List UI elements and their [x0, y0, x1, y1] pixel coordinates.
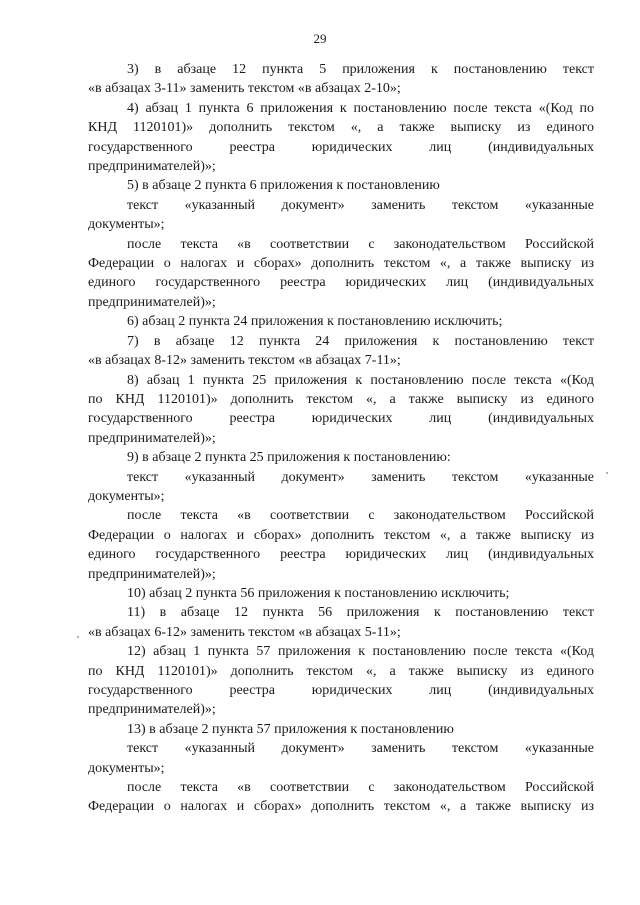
- text-line: после текста «в соответствии с законодательством Российской: [127, 780, 594, 796]
- scan-speck: [77, 636, 79, 638]
- document-body: [88, 60, 594, 817]
- paragraph: [88, 603, 594, 642]
- text-line: 7) в абзаце 12 пункта 24 приложения к постановлению текст: [127, 333, 594, 349]
- text-line: предпринимателей)»;: [88, 702, 216, 718]
- paragraph: [88, 448, 594, 467]
- text-line: Федерации о налогах и сборах» дополнить текстом «, а также выписку из: [88, 256, 594, 272]
- paragraph: [88, 778, 594, 817]
- paragraph: [88, 99, 594, 177]
- paragraph: [88, 235, 594, 313]
- text-line: по КНД 1120101)» дополнить текстом «, а также выписку из единого: [88, 391, 594, 407]
- text-line: 12) абзац 1 пункта 57 приложения к постановлению после текста «(Код: [127, 644, 594, 660]
- paragraph: [88, 720, 594, 739]
- text-line: по КНД 1120101)» дополнить текстом «, а также выписку из единого: [88, 663, 594, 679]
- text-line: Федерации о налогах и сборах» дополнить текстом «, а также выписку из: [88, 799, 594, 815]
- paragraph: [88, 642, 594, 720]
- text-line: Федерации о налогах и сборах» дополнить текстом «, а также выписку из: [88, 527, 594, 543]
- paragraph: [88, 468, 594, 507]
- paragraph: [88, 584, 594, 603]
- text-line: «в абзацах 3-11» заменить текстом «в абзацах 2-10»;: [88, 81, 401, 97]
- text-line: «в абзацах 6-12» заменить текстом «в абзацах 5-11»;: [88, 624, 401, 640]
- text-line: предпринимателей)»;: [88, 159, 216, 175]
- text-line: 3) в абзаце 12 пункта 5 приложения к постановлению текст: [127, 62, 594, 77]
- text-line: предпринимателей)»;: [88, 294, 216, 310]
- page-number: 29: [313, 31, 327, 46]
- text-line: КНД 1120101)» дополнить текстом «, а также выписку из единого: [88, 120, 594, 136]
- paragraph: [88, 506, 594, 584]
- paragraph: [88, 332, 594, 371]
- text-line: документы»;: [88, 217, 165, 233]
- text-line: документы»;: [88, 760, 165, 776]
- text-line: после текста «в соответствии с законодательством Российской: [127, 508, 594, 524]
- text-line: 9) в абзаце 2 пункта 25 приложения к постановлению:: [127, 450, 451, 466]
- text-line: государственного реестра юридических лиц (индивидуальных: [88, 411, 594, 427]
- text-line: 10) абзац 2 пункта 56 приложения к постановлению исключить;: [127, 585, 510, 601]
- text-line: предпринимателей)»;: [88, 430, 216, 446]
- text-line: 13) в абзаце 2 пункта 57 приложения к постановлению: [127, 721, 454, 737]
- text-line: «в абзацах 8-12» заменить текстом «в абзацах 7-11»;: [88, 353, 401, 369]
- text-line: государственного реестра юридических лиц (индивидуальных: [88, 683, 594, 698]
- text-line: текст «указанный документ» заменить текстом «указанные: [127, 197, 594, 213]
- text-line: государственного реестра юридических лиц (индивидуальных: [88, 139, 594, 155]
- text-line: текст «указанный документ» заменить текстом «указанные: [127, 469, 594, 485]
- text-line: предпринимателей)»;: [88, 566, 216, 582]
- text-line: 4) абзац 1 пункта 6 приложения к постановлению после текста «(Код по: [127, 100, 594, 116]
- text-line: 8) абзац 1 пункта 25 приложения к постановлению после текста «(Код: [127, 372, 594, 388]
- text-line: текст «указанный документ» заменить текстом «указанные: [127, 741, 594, 757]
- text-line: 6) абзац 2 пункта 24 приложения к постановлению исключить;: [127, 314, 503, 330]
- paragraph: [88, 312, 594, 331]
- text-line: после текста «в соответствии с законодательством Российской: [127, 236, 594, 252]
- paragraph: [88, 371, 594, 449]
- paragraph: [88, 60, 594, 99]
- text-line: 11) в абзаце 12 пункта 56 приложения к постановлению текст: [127, 605, 594, 621]
- text-line: 5) в абзаце 2 пункта 6 приложения к постановлению: [127, 178, 440, 194]
- text-line: единого государственного реестра юридических лиц (индивидуальных: [88, 547, 594, 563]
- scan-speck: [606, 472, 608, 474]
- paragraph: [88, 739, 594, 778]
- text-line: единого государственного реестра юридических лиц (индивидуальных: [88, 275, 594, 291]
- paragraph: [88, 196, 594, 235]
- text-line: документы»;: [88, 488, 165, 504]
- paragraph: [88, 176, 594, 195]
